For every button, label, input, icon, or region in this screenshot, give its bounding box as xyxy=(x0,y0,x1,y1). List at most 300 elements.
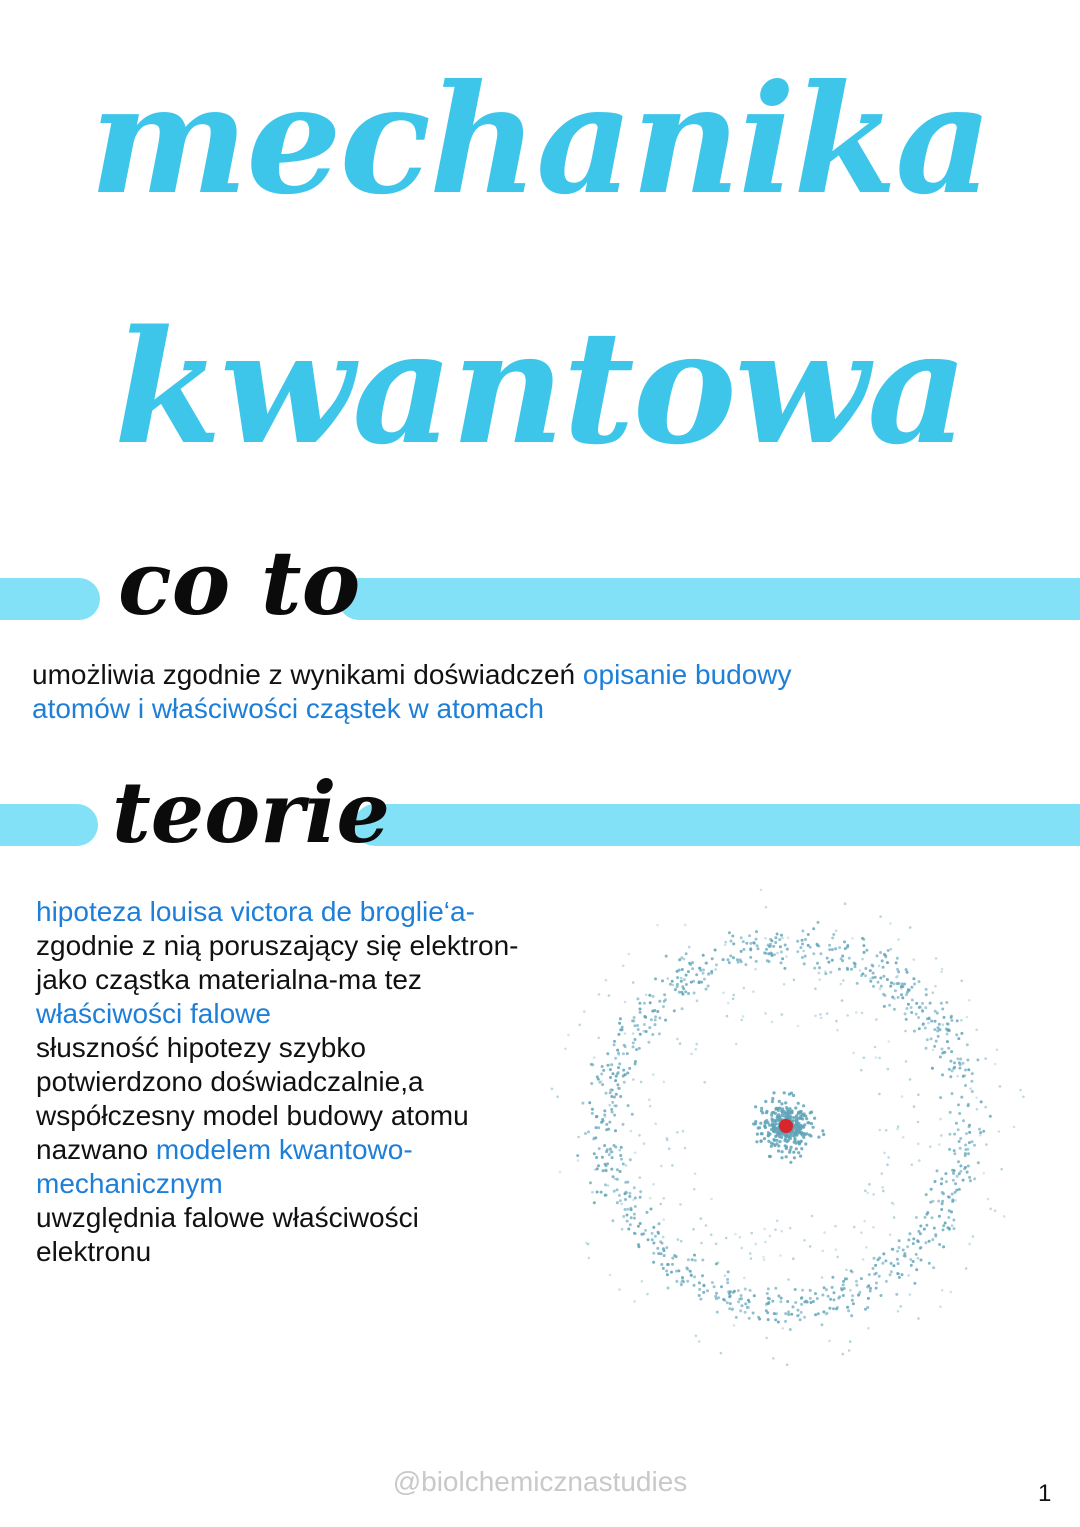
electron-dot xyxy=(632,1045,635,1048)
electron-dot xyxy=(823,1231,826,1234)
electron-dot xyxy=(678,991,681,994)
electron-dot xyxy=(797,1309,800,1312)
electron-dot xyxy=(930,1037,933,1040)
electron-dot xyxy=(601,1156,604,1159)
electron-dot xyxy=(846,1014,849,1017)
electron-dot xyxy=(802,1104,805,1107)
electron-dot xyxy=(780,1136,783,1139)
electron-dot xyxy=(862,1258,865,1261)
electron-dot xyxy=(687,1258,690,1261)
electron-dot xyxy=(630,1208,633,1211)
electron-dot xyxy=(860,1231,863,1234)
electron-dot xyxy=(772,1111,775,1114)
electron-dot xyxy=(639,1196,642,1199)
electron-dot xyxy=(898,1276,901,1279)
electron-dot xyxy=(614,1057,617,1060)
electron-dot xyxy=(799,946,802,949)
electron-dot xyxy=(592,1138,595,1141)
electron-dot xyxy=(819,1013,822,1016)
electron-dot xyxy=(656,924,659,927)
electron-dot xyxy=(691,967,694,970)
electron-dot xyxy=(912,1260,915,1263)
electron-dot xyxy=(917,1257,920,1260)
electron-dot xyxy=(956,1019,959,1022)
electron-dot xyxy=(920,1259,923,1262)
electron-dot xyxy=(996,1048,999,1051)
electron-dot xyxy=(906,991,909,994)
electron-dot xyxy=(899,1305,902,1308)
electron-dot xyxy=(740,1247,743,1250)
electron-dot xyxy=(933,1045,936,1048)
electron-dot xyxy=(950,1291,953,1294)
electron-dot xyxy=(794,1301,797,1304)
electron-dot xyxy=(854,965,857,968)
electron-dot xyxy=(662,1236,665,1239)
electron-dot xyxy=(940,1134,943,1137)
electron-dot xyxy=(801,1117,804,1120)
electron-dot xyxy=(906,971,909,974)
electron-dot xyxy=(603,1144,606,1147)
electron-dot xyxy=(931,1238,934,1241)
electron-dot xyxy=(754,968,757,971)
electron-dot xyxy=(860,1277,863,1280)
electron-dot xyxy=(639,1033,642,1036)
electron-dot xyxy=(790,1313,793,1316)
electron-dot xyxy=(685,1267,688,1270)
electron-dot xyxy=(913,983,916,986)
electron-dot xyxy=(832,933,835,936)
electron-dot xyxy=(959,1058,962,1061)
electron-dot xyxy=(778,1100,781,1103)
electron-dot xyxy=(891,1248,894,1251)
electron-dot xyxy=(798,1142,801,1145)
electron-dot xyxy=(940,1002,943,1005)
electron-dot xyxy=(933,1028,936,1031)
electron-dot xyxy=(771,1300,774,1303)
electron-dot xyxy=(801,1134,804,1137)
electron-dot xyxy=(726,1281,729,1284)
electron-dot xyxy=(840,957,843,960)
electron-dot xyxy=(715,963,718,966)
title-line-1: mechanika xyxy=(89,52,991,228)
electron-dot xyxy=(634,1233,637,1236)
electron-dot xyxy=(663,1254,666,1257)
electron-dot xyxy=(605,979,608,982)
electron-dot xyxy=(607,1184,610,1187)
electron-dot xyxy=(932,1049,935,1052)
electron-dot xyxy=(796,950,799,953)
electron-dot xyxy=(942,1051,945,1054)
electron-dot xyxy=(595,1115,598,1118)
electron-dot xyxy=(971,1140,974,1143)
electron-dot xyxy=(846,1306,849,1309)
electron-dot xyxy=(880,985,883,988)
electron-dot xyxy=(924,1216,927,1219)
electron-dot xyxy=(917,1093,920,1096)
electron-dot xyxy=(780,1156,783,1159)
electron-dot xyxy=(649,1001,652,1004)
electron-dot xyxy=(743,987,746,990)
electron-dot xyxy=(942,1023,945,1026)
electron-dot xyxy=(831,1286,834,1289)
electron-dot xyxy=(892,1264,895,1267)
electron-dot xyxy=(825,1313,828,1316)
electron-dot xyxy=(967,1152,970,1155)
electron-dot xyxy=(772,1142,775,1145)
coto-text-highlight: opisanie budowy atomów i właściwości cząstek w atomach xyxy=(32,659,792,724)
electron-dot xyxy=(816,1297,819,1300)
electron-dot xyxy=(842,979,845,982)
electron-dot xyxy=(803,1112,806,1115)
electron-dot xyxy=(744,1311,747,1314)
electron-dot xyxy=(618,1288,621,1291)
electron-dot xyxy=(881,1186,884,1189)
electron-dot xyxy=(652,1226,655,1229)
electron-dot xyxy=(901,1273,904,1276)
electron-dot xyxy=(804,955,807,958)
electron-dot xyxy=(731,1309,734,1312)
electron-dot xyxy=(714,968,717,971)
electron-dot xyxy=(948,1196,951,1199)
electron-dot xyxy=(800,1303,803,1306)
electron-dot xyxy=(893,1008,896,1011)
electron-dot xyxy=(855,1011,858,1014)
electron-dot xyxy=(962,1119,965,1122)
electron-dot xyxy=(703,1284,706,1287)
electron-dot xyxy=(619,1017,622,1020)
electron-dot xyxy=(904,1030,907,1033)
electron-dot xyxy=(676,1038,679,1041)
electron-dot xyxy=(638,1047,641,1050)
electron-dot xyxy=(739,1298,742,1301)
electron-dot xyxy=(780,1297,783,1300)
electron-dot xyxy=(938,1023,941,1026)
electron-dot xyxy=(889,985,892,988)
electron-dot xyxy=(740,936,743,939)
electron-dot xyxy=(950,1015,953,1018)
teorie-text-block xyxy=(36,895,526,1269)
electron-dot xyxy=(876,954,879,957)
electron-dot xyxy=(604,1116,607,1119)
electron-dot xyxy=(680,1240,683,1243)
electron-dot xyxy=(597,1164,600,1167)
electron-dot xyxy=(851,1271,854,1274)
electron-dot xyxy=(797,1025,800,1028)
electron-dot xyxy=(812,927,815,930)
electron-dot xyxy=(728,961,731,964)
electron-dot xyxy=(965,1267,968,1270)
electron-dot xyxy=(924,1027,927,1030)
electron-dot xyxy=(634,1024,637,1027)
electron-dot xyxy=(620,1146,623,1149)
electron-dot xyxy=(824,970,827,973)
electron-dot xyxy=(682,987,685,990)
electron-dot xyxy=(884,1259,887,1262)
electron-dot xyxy=(661,979,664,982)
electron-dot xyxy=(671,1263,674,1266)
electron-dot xyxy=(901,996,904,999)
electron-dot xyxy=(695,1048,698,1051)
electron-dot xyxy=(958,1140,961,1143)
electron-dot xyxy=(676,983,679,986)
electron-dot xyxy=(742,1015,745,1018)
electron-dot xyxy=(600,1121,603,1124)
electron-dot xyxy=(610,1108,613,1111)
electron-dot xyxy=(729,1302,732,1305)
electron-dot xyxy=(720,1285,723,1288)
electron-dot xyxy=(654,1235,657,1238)
electron-dot xyxy=(756,1133,759,1136)
electron-dot xyxy=(968,1243,971,1246)
electron-dot xyxy=(647,1238,650,1241)
electron-dot xyxy=(685,952,688,955)
electron-dot xyxy=(885,1129,888,1132)
electron-dot xyxy=(817,921,820,924)
electron-dot xyxy=(764,1100,767,1103)
electron-dot xyxy=(789,1328,792,1331)
electron-dot xyxy=(614,1129,617,1132)
electron-dot xyxy=(875,1287,878,1290)
electron-dot xyxy=(622,1215,625,1218)
electron-dot xyxy=(628,1195,631,1198)
electron-dot xyxy=(736,958,739,961)
electron-dot xyxy=(688,946,691,949)
electron-dot xyxy=(896,957,899,960)
electron-dot xyxy=(869,1287,872,1290)
electron-dot xyxy=(895,961,898,964)
electron-dot xyxy=(823,1286,826,1289)
electron-dot xyxy=(755,930,758,933)
electron-dot xyxy=(614,1079,617,1082)
electron-dot xyxy=(967,1104,970,1107)
electron-dot xyxy=(952,1219,955,1222)
electron-dot xyxy=(822,1310,825,1313)
electron-dot xyxy=(852,1052,855,1055)
electron-dot xyxy=(603,1109,606,1112)
electron-dot xyxy=(865,1246,868,1249)
electron-dot xyxy=(651,1232,654,1235)
electron-dot xyxy=(605,1169,608,1172)
electron-dot xyxy=(742,948,745,951)
electron-dot xyxy=(739,1309,742,1312)
electron-dot xyxy=(626,1072,629,1075)
electron-dot xyxy=(966,1148,969,1151)
electron-dot xyxy=(956,1075,959,1078)
electron-dot xyxy=(619,1199,622,1202)
electron-dot xyxy=(886,978,889,981)
electron-dot xyxy=(874,1264,877,1267)
electron-dot xyxy=(724,941,727,944)
electron-dot xyxy=(957,1103,960,1106)
electron-dot xyxy=(698,980,701,983)
electron-dot xyxy=(776,1220,779,1223)
electron-dot xyxy=(915,1268,918,1271)
electron-dot xyxy=(600,1191,603,1194)
electron-dot xyxy=(673,1009,676,1012)
electron-dot xyxy=(683,958,686,961)
electron-dot xyxy=(646,1211,649,1214)
electron-dot xyxy=(748,1300,751,1303)
electron-dot xyxy=(812,952,815,955)
electron-dot xyxy=(932,991,935,994)
electron-dot xyxy=(771,1097,774,1100)
electron-dot xyxy=(703,978,706,981)
electron-dot xyxy=(768,1124,771,1127)
electron-dot xyxy=(941,968,944,971)
electron-dot xyxy=(942,1228,945,1231)
electron-dot xyxy=(924,1006,927,1009)
electron-dot xyxy=(931,1216,934,1219)
electron-dot xyxy=(857,1293,860,1296)
electron-dot xyxy=(794,1288,797,1291)
electron-dot xyxy=(650,1018,653,1021)
electron-dot xyxy=(577,1136,580,1139)
electron-dot xyxy=(962,1062,965,1065)
electron-dot xyxy=(959,1137,962,1140)
electron-dot xyxy=(744,963,747,966)
electron-dot xyxy=(609,1076,612,1079)
electron-dot xyxy=(915,1253,918,1256)
electron-dot xyxy=(589,1181,592,1184)
electron-dot xyxy=(965,1132,968,1135)
electron-dot xyxy=(913,958,916,961)
electron-dot xyxy=(842,1294,845,1297)
electron-dot xyxy=(816,962,819,965)
electron-dot xyxy=(626,1214,629,1217)
electron-dot xyxy=(793,1137,796,1140)
electron-dot xyxy=(1013,1126,1016,1129)
teorie-model-name: modelem kwantowo-mechanicznym xyxy=(36,1134,413,1199)
electron-dot xyxy=(629,1158,632,1161)
electron-dot xyxy=(637,1225,640,1228)
electron-dot xyxy=(883,1152,886,1155)
electron-dot xyxy=(817,1312,820,1315)
electron-dot xyxy=(800,1311,803,1314)
electron-dot xyxy=(764,1012,767,1015)
electron-dot xyxy=(740,1294,743,1297)
electron-dot xyxy=(952,1067,955,1070)
electron-dot xyxy=(882,1190,885,1193)
electron-dot xyxy=(608,994,611,997)
electron-dot xyxy=(617,1033,620,1036)
electron-dot xyxy=(957,1160,960,1163)
electron-dot xyxy=(954,1182,957,1185)
electron-dot xyxy=(959,1147,962,1150)
electron-dot xyxy=(670,1271,673,1274)
electron-dot xyxy=(799,1155,802,1158)
electron-dot xyxy=(680,1281,683,1284)
electron-dot xyxy=(764,1241,767,1244)
electron-dot xyxy=(739,1236,742,1239)
electron-dot xyxy=(836,1256,839,1259)
electron-dot xyxy=(967,1068,970,1071)
electron-dot xyxy=(888,1004,891,1007)
electron-dot xyxy=(637,1028,640,1031)
electron-dot xyxy=(702,972,705,975)
electron-dot xyxy=(840,1287,843,1290)
electron-dot xyxy=(651,1010,654,1013)
electron-dot xyxy=(976,1058,979,1061)
electron-dot xyxy=(762,1256,765,1259)
electron-dot xyxy=(936,1169,939,1172)
electron-dot xyxy=(918,1006,921,1009)
electron-dot xyxy=(803,1239,806,1242)
electron-dot xyxy=(723,1299,726,1302)
electron-dot xyxy=(696,999,699,1002)
electron-dot xyxy=(925,1193,928,1196)
electron-dot xyxy=(827,1295,830,1298)
electron-dot xyxy=(619,1028,622,1031)
electron-dot xyxy=(790,1109,793,1112)
electron-dot xyxy=(840,983,843,986)
electron-dot xyxy=(609,1150,612,1153)
electron-dot xyxy=(661,1242,664,1245)
electron-dot xyxy=(884,994,887,997)
electron-dot xyxy=(695,973,698,976)
section-heading-coto: co to xyxy=(118,531,361,635)
electron-dot xyxy=(941,1191,944,1194)
electron-dot xyxy=(710,1233,713,1236)
electron-dot xyxy=(814,1313,817,1316)
electron-dot xyxy=(969,1179,972,1182)
electron-dot xyxy=(977,1161,980,1164)
electron-dot xyxy=(944,1222,947,1225)
electron-dot xyxy=(564,1048,567,1051)
electron-dot xyxy=(831,959,834,962)
electron-dot xyxy=(606,1148,609,1151)
electron-dot xyxy=(711,957,714,960)
electron-dot xyxy=(797,1151,800,1154)
electron-dot xyxy=(897,938,900,941)
electron-dot xyxy=(611,1101,614,1104)
electron-dot xyxy=(609,1068,612,1071)
electron-dot xyxy=(770,939,773,942)
electron-dot xyxy=(915,1216,918,1219)
electron-dot xyxy=(801,943,804,946)
electron-dot xyxy=(608,1121,611,1124)
electron-dot xyxy=(809,1245,812,1248)
electron-dot xyxy=(710,1198,713,1201)
electron-dot xyxy=(802,950,805,953)
electron-dot xyxy=(600,1073,603,1076)
electron-dot xyxy=(897,1262,900,1265)
electron-dot xyxy=(605,1123,608,1126)
electron-dot xyxy=(799,1318,802,1321)
electron-dot xyxy=(887,1156,890,1159)
electron-dot xyxy=(684,1147,687,1150)
electron-dot xyxy=(682,1130,685,1133)
electron-dot xyxy=(940,971,943,974)
electron-dot xyxy=(934,1010,937,1013)
electron-dot xyxy=(732,942,735,945)
electron-dot xyxy=(832,1307,835,1310)
electron-dot xyxy=(908,1232,911,1235)
electron-dot xyxy=(822,1250,825,1253)
electron-dot xyxy=(801,956,804,959)
electron-dot xyxy=(698,1281,701,1284)
electron-dot xyxy=(628,1067,631,1070)
electron-dot xyxy=(869,977,872,980)
electron-dot xyxy=(801,939,804,942)
electron-dot xyxy=(919,1225,922,1228)
electron-dot xyxy=(693,1188,696,1191)
electron-dot xyxy=(578,1024,581,1027)
electron-dot xyxy=(773,1119,776,1122)
electron-dot xyxy=(856,982,859,985)
electron-dot xyxy=(665,1246,668,1249)
electron-dot xyxy=(639,1008,642,1011)
electron-dot xyxy=(780,1102,783,1105)
